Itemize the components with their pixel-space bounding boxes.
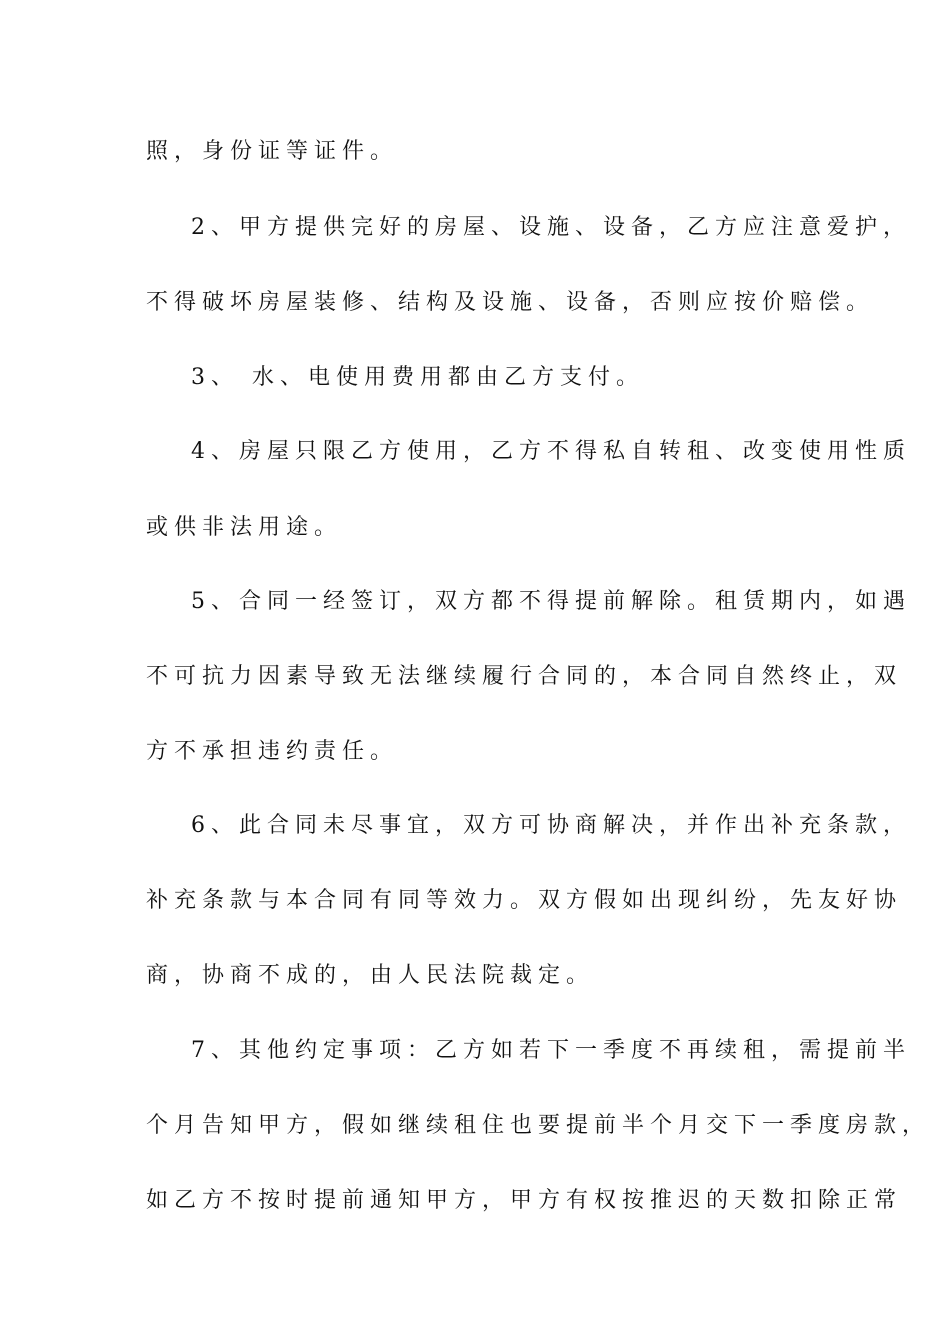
text-line: 或供非法用途。 (146, 515, 343, 540)
text-line: 商，协商不成的，由人民法院裁定。 (146, 963, 595, 988)
text-line: 5、合同一经签订，双方都不得提前解除。租赁期内，如遇 (191, 589, 911, 614)
text-line: 不得破坏房屋装修、结构及设施、设备，否则应按价赔偿。 (146, 290, 875, 315)
text-line: 4、房屋只限乙方使用，乙方不得私自转租、改变使用性质 (191, 439, 911, 464)
text-line: 不可抗力因素导致无法继续履行合同的，本合同自然终止，双 (146, 664, 903, 689)
text-line: 2、甲方提供完好的房屋、设施、设备，乙方应注意爱护， (191, 215, 911, 240)
text-line: 方不承担违约责任。 (146, 739, 399, 764)
text-line: 3、 水、电使用费用都由乙方支付。 (191, 365, 644, 390)
text-line: 6、此合同未尽事宜，双方可协商解决，并作出补充条款， (191, 813, 911, 838)
text-line: 照，身份证等证件。 (146, 139, 399, 164)
text-line: 补充条款与本合同有同等效力。双方假如出现纠纷，先友好协 (146, 888, 903, 913)
text-line: 7、其他约定事项：乙方如若下一季度不再续租，需提前半 (191, 1038, 911, 1063)
text-line: 个月告知甲方，假如继续租住也要提前半个月交下一季度房款， (146, 1113, 931, 1138)
text-line: 如乙方不按时提前通知甲方，甲方有权按推迟的天数扣除正常 (146, 1188, 903, 1213)
